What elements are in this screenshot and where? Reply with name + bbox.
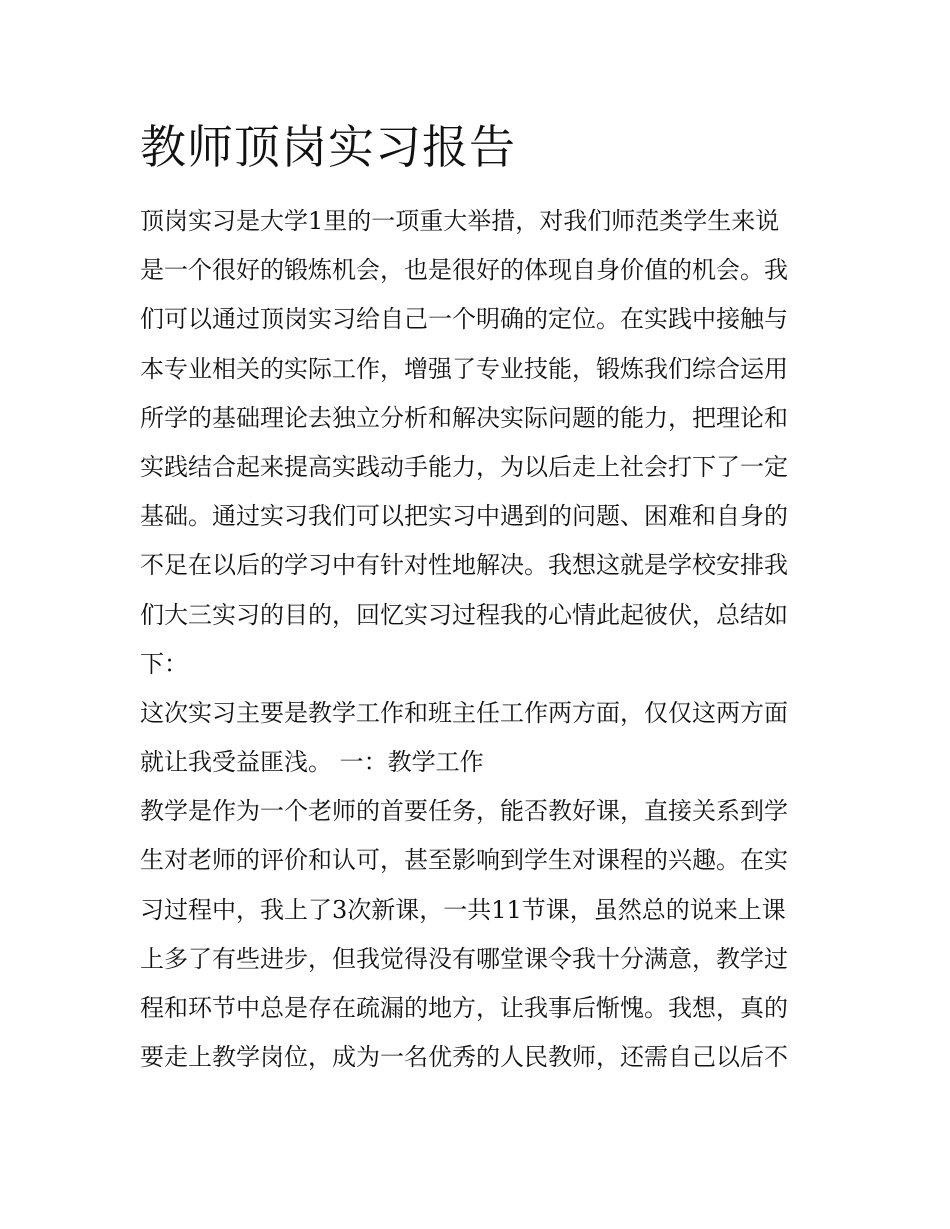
text-line: 程和环节中总是存在疏漏的地方，让我事后惭愧。我想，真的 (140, 994, 788, 1022)
text-line: 教学是作为一个老师的首要任务，能否教好课，直接关系到学 (140, 797, 788, 826)
text-line: 们大三实习的目的，回忆实习过程我的心情此起彼伏，总结如 (140, 600, 788, 629)
text-line: 是一个很好的锻炼机会，也是很好的体现自身价值的机会。我 (140, 256, 788, 285)
text-line: 上多了有些进步，但我觉得没有哪堂课令我十分满意，教学过 (140, 944, 788, 973)
text-line: 顶岗实习是大学1里的一项重大举措，对我们师范类学生来说 (140, 207, 780, 235)
text-line: 要走上教学岗位，成为一名优秀的人民教师，还需自己以后不 (140, 1043, 788, 1072)
text-line: 所学的基础理论去独立分析和解决实际问题的能力，把理论和 (140, 403, 788, 432)
text-line: 不足在以后的学习中有针对性地解决。我想这就是学校安排我 (140, 551, 788, 580)
text-line: 实践结合起来提高实践动手能力，为以后走上社会打下了一定 (140, 452, 788, 481)
document-body (140, 197, 820, 1082)
text-line: 基础。通过实习我们可以把实习中遇到的问题、困难和自身的 (140, 502, 788, 531)
text-line: 就让我受益匪浅。 一：教学工作 (140, 748, 484, 777)
text-line: 习过程中，我上了3次新课，一共11节课，虽然总的说来上课 (140, 895, 786, 924)
document-title: 教师顶岗实习报告 (140, 120, 516, 174)
text-line: 本专业相关的实际工作，增强了专业技能，锻炼我们综合运用 (140, 354, 788, 383)
text-line: 这次实习主要是教学工作和班主任工作两方面，仅仅这两方面 (140, 698, 788, 727)
text-line: 下： (140, 649, 188, 678)
text-line: 生对老师的评价和认可，甚至影响到学生对课程的兴趣。在实 (140, 846, 788, 875)
text-line: 们可以通过顶岗实习给自己一个明确的定位。在实践中接触与 (140, 305, 788, 334)
